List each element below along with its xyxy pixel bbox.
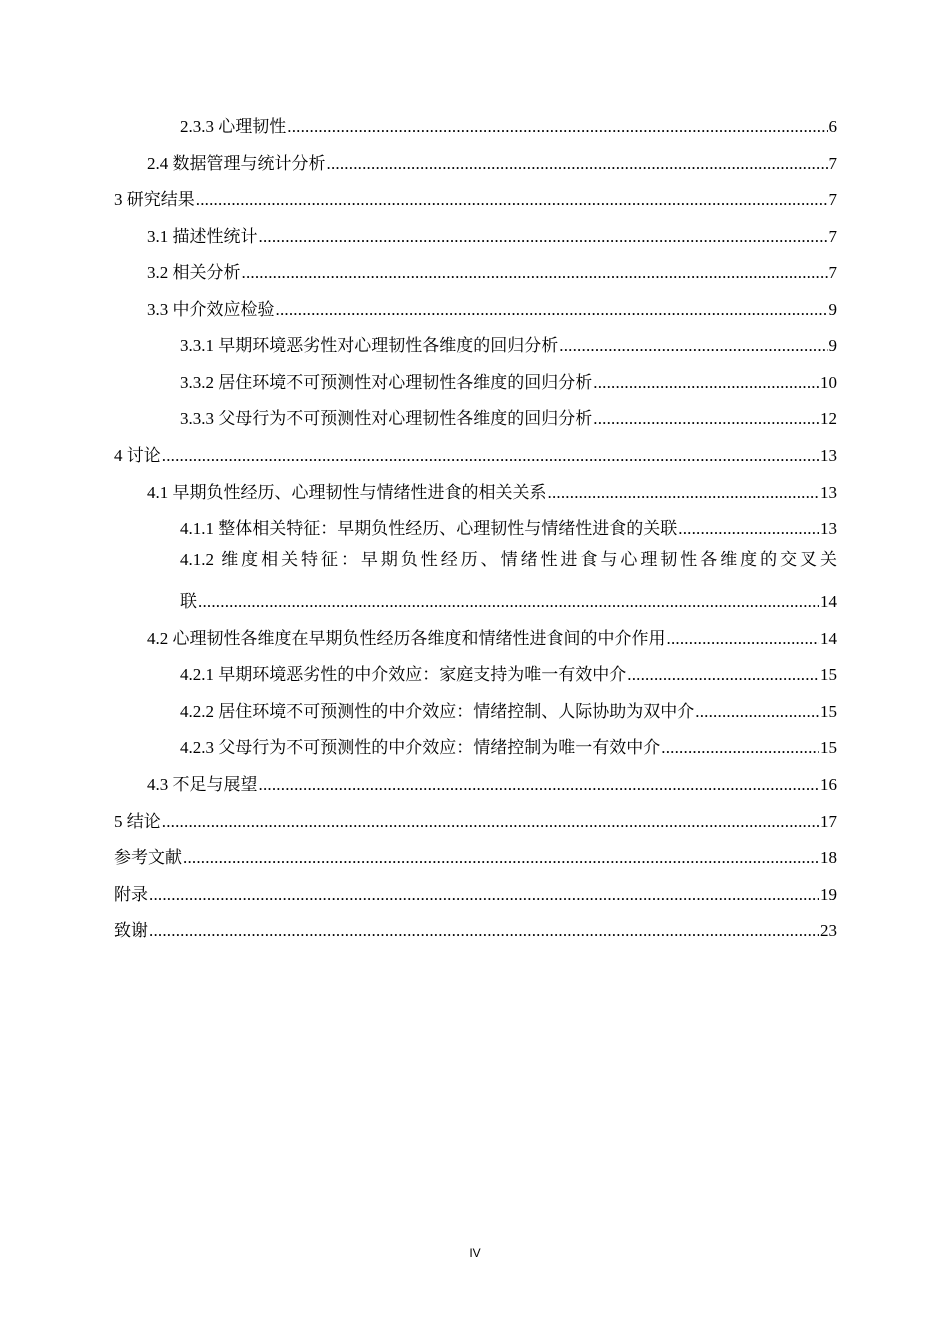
toc-entry-title: 4.1.1 整体相关特征：早期负性经历、心理韧性与情绪性进食的关联 bbox=[180, 519, 678, 538]
toc-entry-appendix[interactable] bbox=[114, 878, 837, 906]
toc-entry-page: 9 bbox=[828, 300, 837, 319]
dot-leader bbox=[198, 591, 819, 613]
toc-entry-title: 致谢 bbox=[114, 921, 148, 940]
toc-entry-page: 15 bbox=[820, 738, 837, 757]
toc-entry-title: 3.3 中介效应检验 bbox=[147, 300, 275, 319]
toc-entry-3[interactable] bbox=[114, 183, 837, 211]
toc-entry-title: 2.4 数据管理与统计分析 bbox=[147, 154, 326, 173]
dot-leader bbox=[162, 445, 819, 467]
toc-entry-page: 14 bbox=[820, 629, 837, 648]
toc-entry-3-2[interactable] bbox=[147, 256, 837, 284]
dot-leader bbox=[627, 664, 819, 686]
toc-entry-acknowledgements[interactable] bbox=[114, 914, 837, 942]
toc-entry-3-3-2[interactable] bbox=[180, 366, 837, 394]
toc-entry-page: 19 bbox=[820, 885, 837, 904]
toc-entry-4-2-2[interactable] bbox=[180, 695, 837, 723]
dot-leader bbox=[276, 299, 828, 321]
toc-entry-page: 9 bbox=[828, 336, 837, 355]
dot-leader bbox=[661, 737, 819, 759]
toc-entry-page: 6 bbox=[828, 117, 837, 136]
toc-entry-title: 联 bbox=[180, 592, 197, 611]
toc-entry-page: 17 bbox=[820, 812, 837, 831]
dot-leader bbox=[149, 920, 819, 942]
toc-entry-page: 13 bbox=[820, 446, 837, 465]
toc-entry-page: 23 bbox=[820, 921, 837, 940]
toc-entry-page: 13 bbox=[820, 519, 837, 538]
toc-entry-page: 10 bbox=[820, 373, 837, 392]
toc-entry-title: 3.3.3 父母行为不可预测性对心理韧性各维度的回归分析 bbox=[180, 409, 593, 428]
toc-entry-page: 15 bbox=[820, 665, 837, 684]
page-number-footer: IV bbox=[469, 1246, 481, 1260]
toc-entry-3-3[interactable] bbox=[147, 293, 837, 321]
toc-entry-page: 18 bbox=[820, 848, 837, 867]
toc-entry-references[interactable] bbox=[114, 841, 837, 869]
toc-entry-title: 4.2.3 父母行为不可预测性的中介效应：情绪控制为唯一有效中介 bbox=[180, 738, 661, 757]
toc-entry-4-2[interactable] bbox=[147, 622, 837, 650]
dot-leader bbox=[287, 116, 827, 138]
dot-leader bbox=[327, 153, 828, 175]
toc-entry-4[interactable] bbox=[114, 439, 837, 467]
toc-entry-page: 12 bbox=[820, 409, 837, 428]
dot-leader bbox=[593, 372, 819, 394]
toc-entry-title: 4.2.2 居住环境不可预测性的中介效应：情绪控制、人际协助为双中介 bbox=[180, 702, 695, 721]
toc-entry-4-3[interactable] bbox=[147, 768, 837, 796]
dot-leader bbox=[559, 335, 827, 357]
toc-entry-page: 7 bbox=[828, 154, 837, 173]
toc-entry-4-1-2-first-line[interactable]: 4.1.2 维度相关特征：早期负性经历、情绪性进食与心理韧性各维度的交叉关 bbox=[180, 550, 837, 569]
toc-entry-4-2-1[interactable] bbox=[180, 658, 837, 686]
toc-entry-3-3-1[interactable] bbox=[180, 329, 837, 357]
toc-entry-page: 15 bbox=[820, 702, 837, 721]
dot-leader bbox=[162, 811, 819, 833]
toc-entry-page: 7 bbox=[828, 227, 837, 246]
dot-leader bbox=[259, 226, 828, 248]
dot-leader bbox=[183, 847, 819, 869]
toc-entry-5[interactable] bbox=[114, 805, 837, 833]
dot-leader bbox=[548, 482, 820, 504]
dot-leader bbox=[695, 701, 819, 723]
toc-entry-title: 4.1 早期负性经历、心理韧性与情绪性进食的相关关系 bbox=[147, 483, 547, 502]
toc-entry-4-1-2[interactable] bbox=[180, 585, 837, 613]
toc-entry-page: 16 bbox=[820, 775, 837, 794]
dot-leader bbox=[593, 408, 819, 430]
dot-leader bbox=[196, 189, 828, 211]
toc-entry-page: 13 bbox=[820, 483, 837, 502]
toc-entry-title: 4.2.1 早期环境恶劣性的中介效应：家庭支持为唯一有效中介 bbox=[180, 665, 627, 684]
toc-entry-title: 3.2 相关分析 bbox=[147, 263, 241, 282]
dot-leader bbox=[667, 628, 820, 650]
toc-entry-page: 7 bbox=[828, 190, 837, 209]
toc-entry-4-1-1[interactable] bbox=[180, 512, 837, 540]
toc-entry-title: 4.2 心理韧性各维度在早期负性经历各维度和情绪性进食间的中介作用 bbox=[147, 629, 666, 648]
dot-leader bbox=[149, 884, 819, 906]
toc-entry-4-1[interactable] bbox=[147, 476, 837, 504]
toc-entry-title: 参考文献 bbox=[114, 848, 182, 867]
toc-entry-title: 5 结论 bbox=[114, 812, 161, 831]
toc-entry-4-2-3[interactable] bbox=[180, 731, 837, 759]
dot-leader bbox=[242, 262, 828, 284]
toc-entry-page: 14 bbox=[820, 592, 837, 611]
toc-entry-3-3-3[interactable] bbox=[180, 402, 837, 430]
toc-entry-page: 7 bbox=[828, 263, 837, 282]
toc-entry-title: 4.3 不足与展望 bbox=[147, 775, 258, 794]
toc-entry-2-4[interactable] bbox=[147, 147, 837, 175]
toc-entry-title: 4 讨论 bbox=[114, 446, 161, 465]
toc-entry-title: 3.3.1 早期环境恶劣性对心理韧性各维度的回归分析 bbox=[180, 336, 559, 355]
toc-entry-title: 附录 bbox=[114, 885, 148, 904]
toc-entry-2-3-3[interactable] bbox=[180, 110, 837, 138]
dot-leader bbox=[678, 518, 819, 540]
toc-entry-title: 2.3.3 心理韧性 bbox=[180, 117, 287, 136]
toc-entry-title: 3.1 描述性统计 bbox=[147, 227, 258, 246]
toc-entry-3-1[interactable] bbox=[147, 220, 837, 248]
dot-leader bbox=[259, 774, 820, 796]
toc-entry-title: 3 研究结果 bbox=[114, 190, 195, 209]
toc-entry-title: 3.3.2 居住环境不可预测性对心理韧性各维度的回归分析 bbox=[180, 373, 593, 392]
